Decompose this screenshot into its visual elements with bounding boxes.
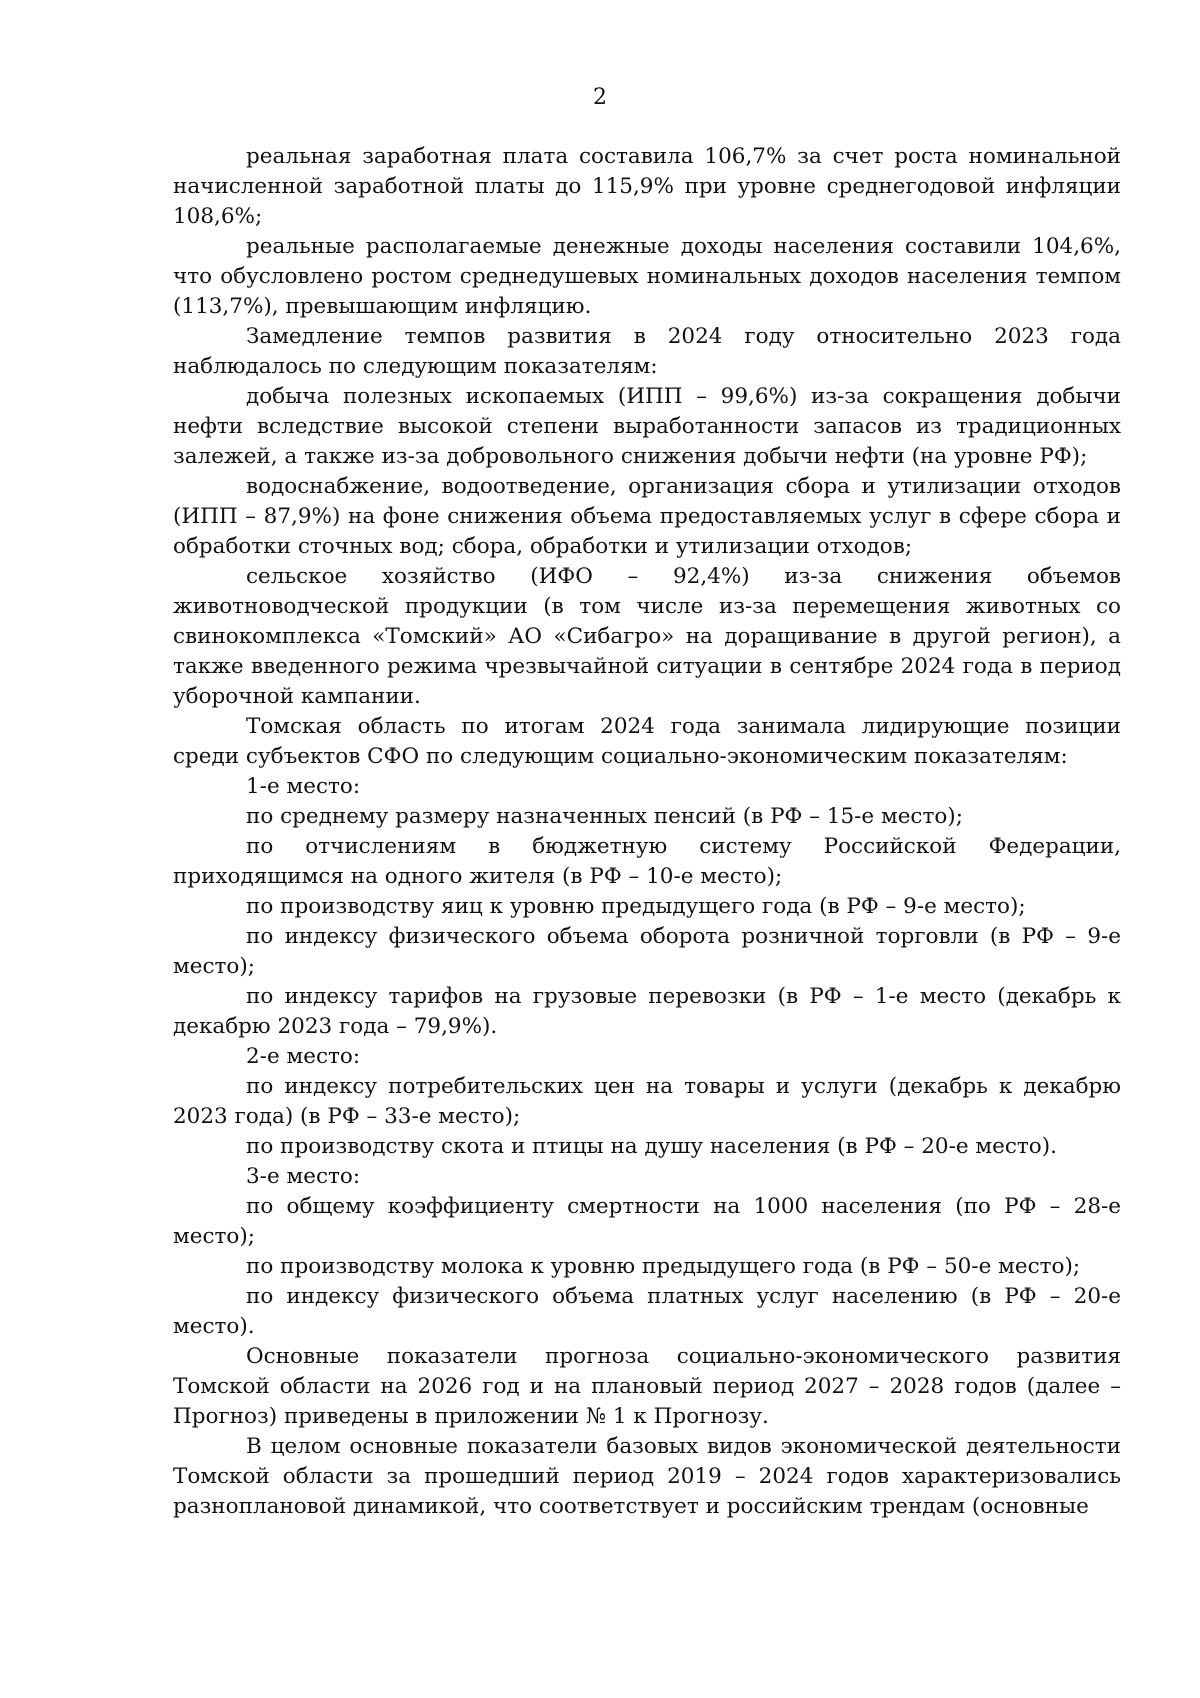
- paragraph-slowdown-intro: Замедление темпов развития в 2024 году относительно 2023 года наблюдалось по следующим показателям:: [173, 324, 1121, 379]
- list-item: по индексу тарифов на грузовые перевозки (в РФ – 1-е место (декабрь к декабрю 2023 года – 79,9%).: [173, 984, 1121, 1039]
- list-item: по производству молока к уровню предыдущего года (в РФ – 50-е место);: [246, 1254, 1081, 1279]
- paragraph-leading-positions: Томская область по итогам 2024 года занимала лидирующие позиции среди субъектов СФО по следующим социально-экономическим показателям:: [173, 714, 1121, 769]
- page-number: 2: [593, 85, 607, 110]
- list-item: по индексу потребительских цен на товары и услуги (декабрь к декабрю 2023 года) (в РФ – 33-е место);: [173, 1074, 1121, 1129]
- list-item: по индексу физического объема платных услуг населению (в РФ – 20-е место).: [173, 1284, 1121, 1339]
- paragraph-mining: добыча полезных ископаемых (ИПП – 99,6%) из-за сокращения добычи нефти вследствие высокой степени выработанности запасов из традиционных залежей, а также из-за добровольного снижения добычи нефти (на уровне РФ);: [173, 384, 1121, 469]
- rank-heading-first: 1-е место:: [246, 774, 361, 799]
- list-item: по производству скота и птицы на душу населения (в РФ – 20-е место).: [246, 1134, 1057, 1159]
- document-body: [173, 142, 1121, 1522]
- paragraph-forecast-indicators: Основные показатели прогноза социально-экономического развития Томской области на 2026 год и на плановый период 2027 – 2028 годов (далее – Прогноз) приведены в приложении № 1 к Прогнозу.: [173, 1344, 1121, 1429]
- list-item: по производству яиц к уровню предыдущего года (в РФ – 9-е место);: [246, 894, 1026, 919]
- list-item: по индексу физического объема оборота розничной торговли (в РФ – 9-е место);: [173, 924, 1121, 979]
- paragraph-water-supply: водоснабжение, водоотведение, организация сбора и утилизации отходов (ИПП – 87,9%) на фоне снижения объема предоставляемых услуг в сфере сбора и обработки сточных вод; сбора, обработки и утилизации отходов;: [173, 474, 1121, 559]
- paragraph-real-wages: реальная заработная плата составила 106,7% за счет роста номинальной начисленной заработной платы до 115,9% при уровне среднегодовой инфляции 108,6%;: [173, 144, 1121, 229]
- list-item: по среднему размеру назначенных пенсий (в РФ – 15-е место);: [246, 804, 963, 829]
- list-item: по общему коэффициенту смертности на 1000 населения (по РФ – 28-е место);: [173, 1194, 1121, 1249]
- list-item: по отчислениям в бюджетную систему Российской Федерации, приходящимся на одного жителя (в РФ – 10-е место);: [173, 834, 1121, 889]
- paragraph-agriculture: сельское хозяйство (ИФО – 92,4%) из-за снижения объемов животноводческой продукции (в том числе из-за перемещения животных со свинокомплекса «Томский» АО «Сибагро» на доращивание в другой регион), а также введенного режима чрезвычайной ситуации в сентябре 2024 года в период уборочной кампании.: [173, 564, 1121, 709]
- rank-heading-third: 3-е место:: [246, 1164, 361, 1189]
- paragraph-real-incomes: реальные располагаемые денежные доходы населения составили 104,6%, что обусловлено ростом среднедушевых номинальных доходов населения темпом (113,7%), превышающим инфляцию.: [173, 234, 1121, 319]
- paragraph-overall-dynamics: В целом основные показатели базовых видов экономической деятельности Томской области за прошедший период 2019 – 2024 годов характеризовались разноплановой динамикой, что соответствует и российским трендам (основные: [173, 1434, 1121, 1519]
- rank-heading-second: 2-е место:: [246, 1044, 361, 1069]
